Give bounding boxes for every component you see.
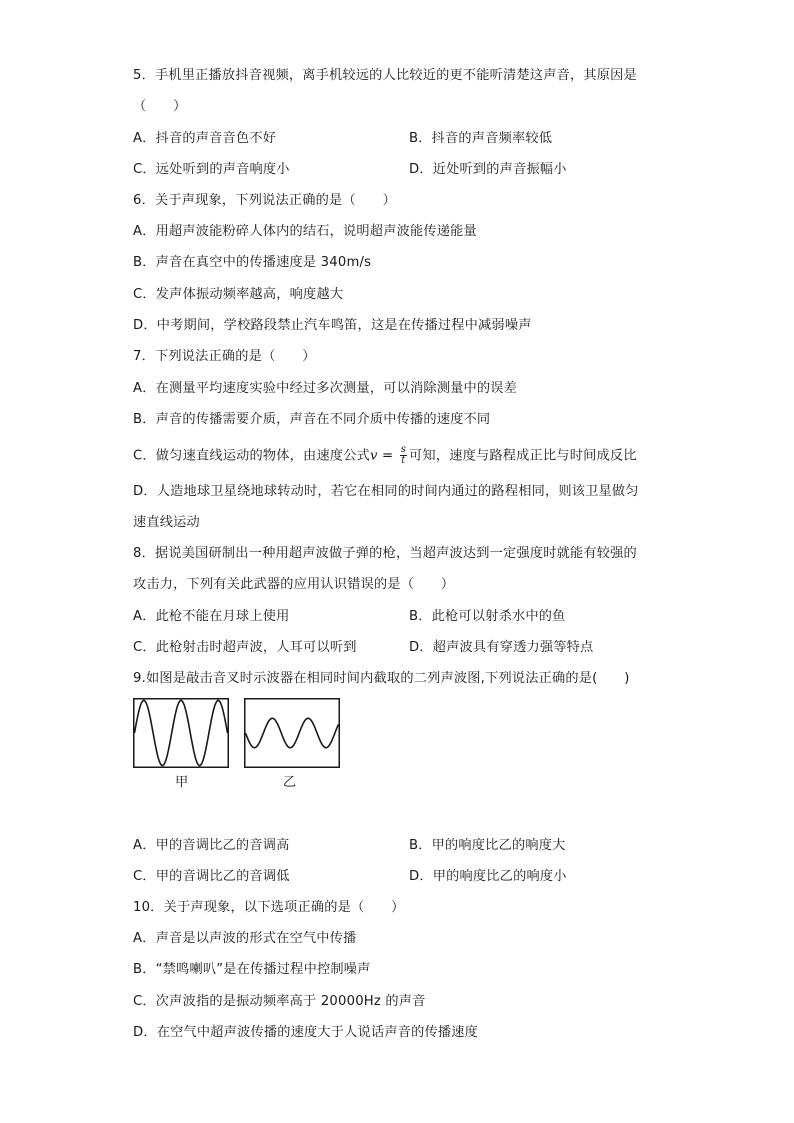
q5-stem-line2: （ ） <box>133 99 187 114</box>
q7-stem: 7．下列说法正确的是（ ） <box>133 349 316 364</box>
q9-option-d: D．甲的响度比乙的响度小 <box>409 869 567 884</box>
q6-stem: 6．关于声现象，下列说法正确的是（ ） <box>133 193 396 208</box>
q5-option-d: D．近处听到的声音振幅小 <box>409 162 567 177</box>
q7-option-c <box>133 445 637 466</box>
q9-stem: 9.如图是敲击音叉时示波器在相同时间内截取的二列声波图,下列说法正确的是( ) <box>133 671 630 686</box>
q6-option-a: A．用超声波能粉碎人体内的结石，说明超声波能传递能量 <box>133 224 477 239</box>
q6-option-d: D．中考期间，学校路段禁止汽车鸣笛，这是在传播过程中减弱噪声 <box>133 318 532 333</box>
q10-option-c: C．次声波指的是振动频率高于 20000Hz 的声音 <box>133 994 426 1009</box>
fraction-denominator: t <box>401 455 406 466</box>
q5-stem-line1: 5．手机里正播放抖音视频，离手机较远的人比较近的更不能听清楚这声音，其原因是 <box>133 68 637 83</box>
q6-option-b: B．声音在真空中的传播速度是 340m/s <box>133 255 372 270</box>
q8-option-c: C．此枪射击时超声波，人耳可以听到 <box>133 640 357 655</box>
waveform-yi-frame <box>245 699 340 768</box>
q10-option-a: A．声音是以声波的形式在空气中传播 <box>133 931 357 946</box>
q8-stem-line1: 8．据说美国研制出一种用超声波做子弹的枪，当超声波达到一定强度时就能有较强的 <box>133 546 637 561</box>
fraction-numerator: s <box>400 444 407 455</box>
q5-option-b: B．抖音的声音频率较低 <box>409 131 553 146</box>
q9-option-b: B．甲的响度比乙的响度大 <box>409 838 566 853</box>
q7-option-b: B．声音的传播需要介质，声音在不同介质中传播的速度不同 <box>133 412 491 427</box>
q8-stem-line2: 攻击力，下列有关此武器的应用认识错误的是（ ） <box>133 577 455 592</box>
q6-option-c: C．发声体振动频率越高，响度越大 <box>133 287 344 302</box>
q5-option-c: C．远处听到的声音响度小 <box>133 162 290 177</box>
waveform-yi <box>244 698 340 768</box>
velocity-symbol: v <box>370 448 378 464</box>
label-jia: 甲 <box>175 775 189 790</box>
waveform-jia-curve <box>135 700 228 765</box>
q8-option-b: B．此枪可以射杀水中的鱼 <box>409 609 566 624</box>
speed-formula-fraction <box>400 445 407 466</box>
q7-option-a: A．在测量平均速度实验中经过多次测量，可以消除测量中的误差 <box>133 381 518 396</box>
q9-option-a: A．甲的音调比乙的音调高 <box>133 838 290 853</box>
q8-option-d: D．超声波具有穿透力强等特点 <box>409 640 594 655</box>
q7-option-c-suffix: 可知，速度与路程成正比与时间成反比 <box>409 448 637 464</box>
q7-option-d-line2: 速直线运动 <box>133 515 200 530</box>
q5-option-a: A．抖音的声音音色不好 <box>133 131 277 146</box>
q10-stem: 10．关于声现象，以下选项正确的是（ ） <box>133 900 405 915</box>
q10-option-d: D．在空气中超声波传播的速度大于人说话声音的传播速度 <box>133 1025 479 1040</box>
q9-option-c: C．甲的音调比乙的音调低 <box>133 869 290 884</box>
q8-option-a: A．此枪不能在月球上使用 <box>133 609 290 624</box>
waveform-jia <box>133 698 229 768</box>
waveform-yi-curve <box>246 718 339 747</box>
q7-option-c-prefix: C．做匀速直线运动的物体，由速度公式 <box>133 448 370 464</box>
equals-sign: = <box>377 448 398 464</box>
label-yi: 乙 <box>283 775 297 790</box>
q7-option-d-line1: D．人造地球卫星绕地球转动时，若它在相同的时间内通过的路程相同，则该卫星做匀 <box>133 484 639 499</box>
q10-option-b: B．“禁鸣喇叭”是在传播过程中控制噪声 <box>133 962 371 977</box>
